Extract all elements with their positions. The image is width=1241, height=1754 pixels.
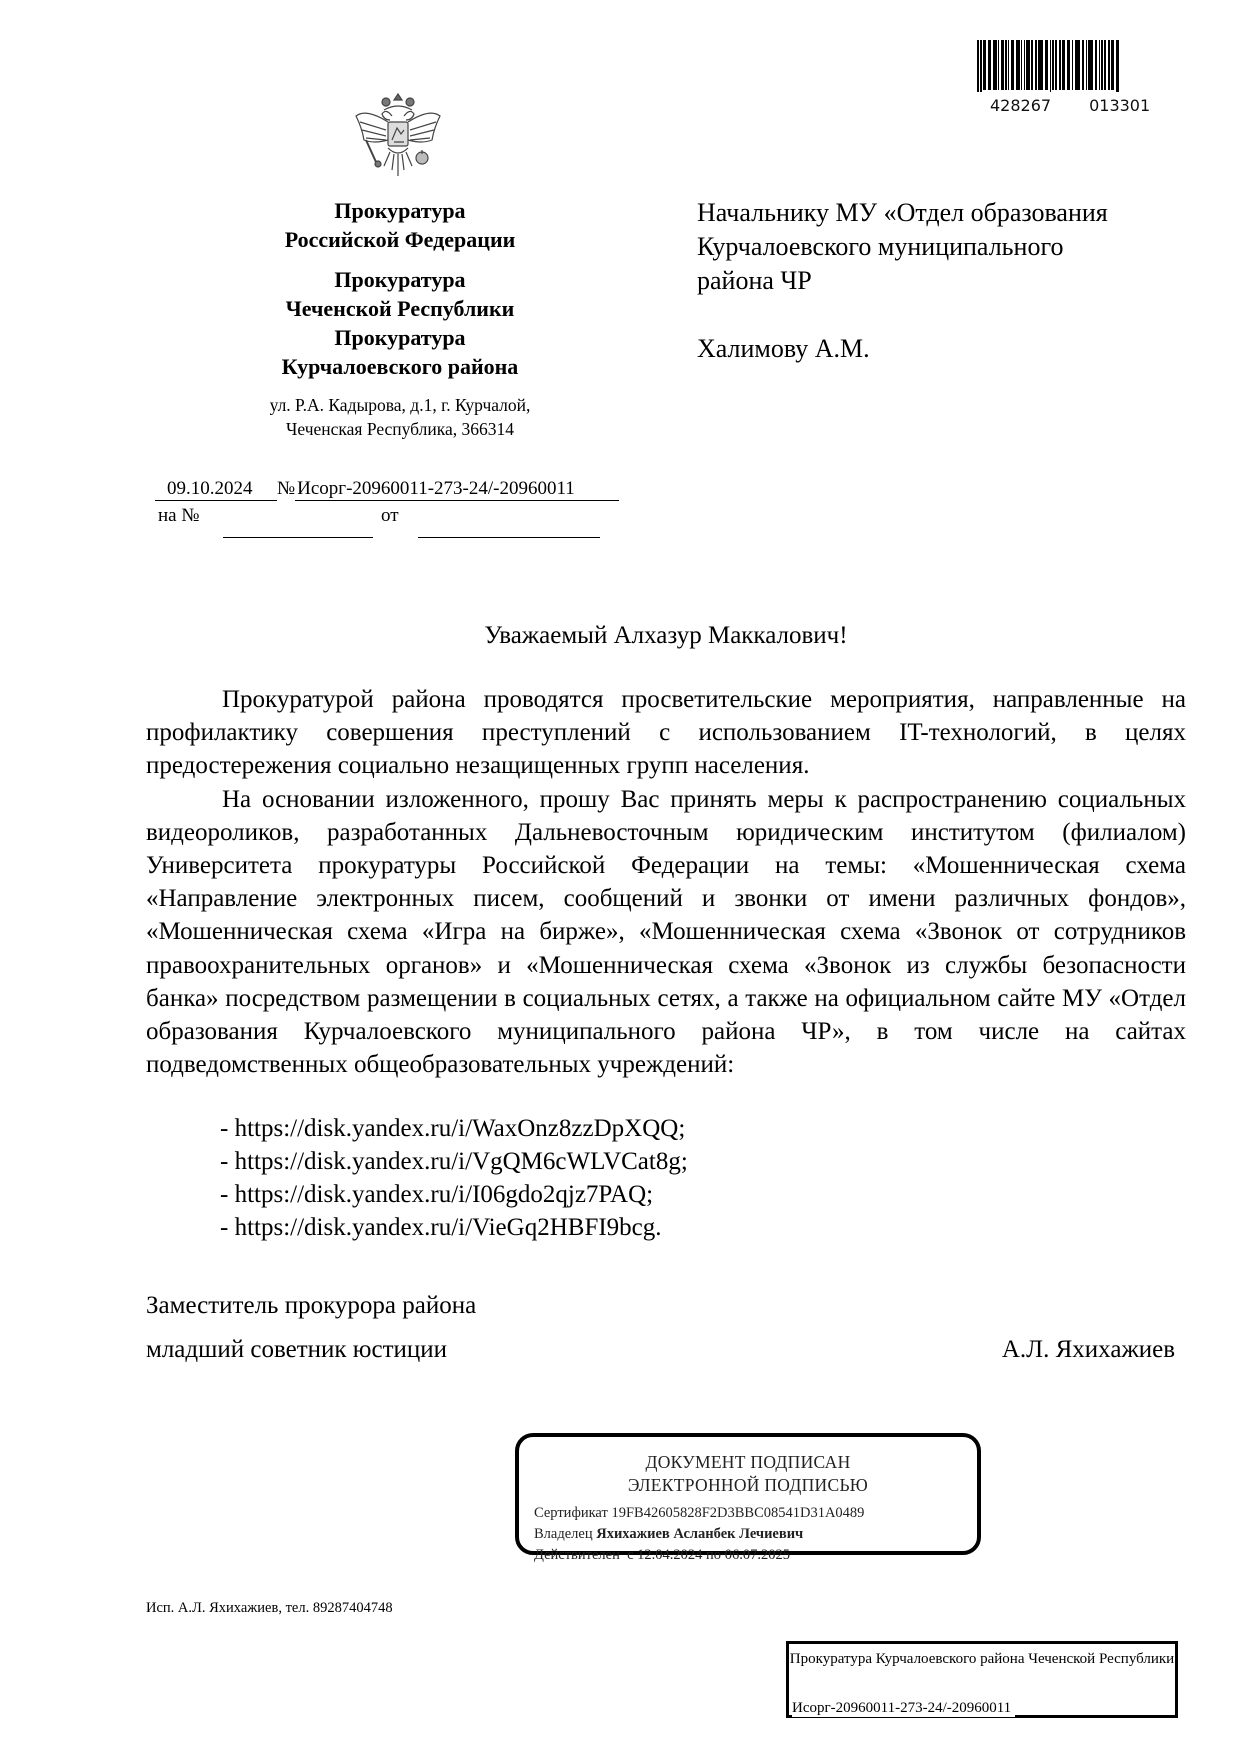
barcode-bar [988, 40, 991, 90]
body-paragraph: На основании изложенного, прошу Вас принять меры к распространению социальных видеороликов, разработанных Дальневосточным юридическим институтом (филиалом) Университета прокуратуры Российской Федерации на темы: «Мошенническая схема «Направление электронных писем, сообщений и звонки от имени различных фондов», «Мошенническая схема «Игра на бирже», «Мошенническая схема «Звонок от сотрудников правоохранительных органов» и «Мошенническая схема «Звонок из службы безопасности банка» посредством размещении в социальных сетях, а также на официальном сайте МУ «Отдел образования Курчалоевского муниципального района ЧР», в том числе на сайтах подведомственных общеобразовательных учреждений: [146, 785, 1186, 1079]
registration-number: Исорг-20960011-273-24/-20960011 [295, 478, 619, 501]
barcode-bar [993, 40, 997, 90]
barcode-bar [1038, 40, 1043, 90]
sender-address-line: Чеченская Республика, 366314 [285, 419, 514, 439]
sender-org-line: Прокуратура [334, 325, 466, 350]
registration-date: 09.10.2024 [155, 478, 277, 501]
addressee-block [697, 196, 1197, 366]
barcode-bar [1116, 40, 1119, 92]
esign-owner [534, 1526, 803, 1543]
addressee-name: Халимову А.М. [697, 334, 870, 363]
barcode-bar [1011, 40, 1014, 90]
registration-stamp [786, 1641, 1178, 1718]
letter-body [146, 683, 1186, 1081]
barcode-bar [1059, 40, 1061, 90]
barcode-bar [977, 40, 979, 92]
esign-valid-to-label: по [706, 1547, 722, 1563]
video-link[interactable]: - https://disk.yandex.ru/i/I06gdo2qjz7PAQ; [220, 1181, 654, 1208]
body-paragraph: Прокуратурой района проводятся просветительские мероприятия, направленные на профилактику совершения преступлений с использованием IT-технологий, в целях предостережения социально незащищенных групп населения. [146, 686, 1186, 780]
barcode-bar [1055, 40, 1057, 90]
esign-validity [534, 1547, 790, 1564]
barcode-bar [1101, 40, 1103, 90]
barcode-bar [1005, 40, 1007, 90]
video-link[interactable]: - https://disk.yandex.ru/i/VgQM6cWLVCat8g; [220, 1148, 688, 1175]
sender-org-federal [215, 196, 585, 254]
barcode-bar [983, 40, 986, 90]
barcode-digits [990, 96, 1190, 115]
barcode-bar [1075, 40, 1080, 90]
registration-stamp-number: Исорг-20960011-273-24/-20960011 [792, 1700, 1015, 1717]
esign-owner-value: Яхихажиев Асланбек Лечиевич [596, 1526, 804, 1542]
barcode-bar [1072, 40, 1073, 90]
addressee-line: Начальнику МУ «Отдел образования [697, 198, 1108, 227]
addressee-line: Курчалоевского муниципального [697, 232, 1064, 261]
registration-number-label: № [277, 478, 296, 499]
esign-certificate-label: Сертификат [534, 1505, 608, 1521]
sender-address [215, 393, 585, 441]
barcode-bar [1088, 40, 1093, 90]
barcode-bar [980, 40, 982, 92]
sender-org-regional [215, 265, 585, 381]
reference-number-label: на № [158, 505, 200, 526]
barcode-bar [1082, 40, 1084, 90]
barcode-bar [1026, 40, 1030, 90]
barcode-bar [1001, 40, 1004, 90]
esign-certificate [534, 1505, 864, 1522]
barcode-bar [1045, 40, 1048, 90]
executor-contact: Исп. А.Л. Яхихажиев, тел. 89287404748 [146, 1600, 393, 1616]
barcode-bar [1008, 40, 1009, 90]
sender-org-line: Российской Федерации [284, 227, 516, 252]
barcode-digits-right: 013301 [1089, 96, 1151, 115]
barcode-icon [975, 40, 1185, 92]
coat-of-arms-icon [348, 88, 448, 184]
barcode-bar [1024, 40, 1025, 90]
salutation: Уважаемый Алхазур Маккалович! [484, 622, 848, 649]
barcode-bar [1095, 40, 1097, 90]
esign-valid-label: Действителен с [534, 1547, 634, 1563]
barcode-bar [1035, 40, 1037, 90]
esign-header-line: ДОКУМЕНТ ПОДПИСАН [645, 1452, 851, 1472]
barcode-bar [1099, 40, 1100, 90]
esign-certificate-value: 19FB42605828F2D3BBC08541D31A0489 [611, 1505, 865, 1521]
reference-number-blank [223, 537, 373, 538]
video-link[interactable]: - https://disk.yandex.ru/i/VieGq2HBFI9bcg. [220, 1214, 662, 1241]
barcode-bar [1031, 40, 1033, 90]
barcode-bar [998, 40, 999, 90]
barcode-digits-left: 428267 [990, 96, 1052, 115]
barcode-bar [1086, 40, 1087, 90]
sender-address-line: ул. Р.А. Кадырова, д.1, г. Курчалой, [269, 395, 531, 415]
sender-org-line: Прокуратура [334, 198, 466, 223]
registration-stamp-org: Прокуратура Курчалоевского района Чеченской Республики [789, 1651, 1175, 1667]
addressee-line: района ЧР [697, 266, 812, 295]
signatory-rank: младший советник юстиции [146, 1336, 448, 1363]
barcode-bar [1108, 40, 1110, 90]
barcode-bar [1067, 40, 1070, 90]
signatory-name: А.Л. Яхихажиев [1001, 1336, 1175, 1363]
barcode-bar [1016, 40, 1020, 90]
barcode-bar [1052, 40, 1054, 90]
esign-header-line: ЭЛЕКТРОННОЙ ПОДПИСЬЮ [627, 1475, 869, 1495]
barcode-bar [1104, 40, 1106, 90]
esign-valid-to: 06.07.2025 [724, 1547, 790, 1563]
sender-org-line: Курчалоевского района [281, 354, 519, 379]
esign-owner-label: Владелец [534, 1526, 593, 1542]
esign-header [519, 1451, 977, 1497]
barcode-bar [1021, 40, 1022, 90]
barcode-bar [1062, 40, 1065, 90]
reference-line [158, 505, 399, 527]
esign-valid-from: 12.04.2024 [637, 1547, 703, 1563]
reference-date-blank [418, 537, 600, 538]
sender-org-line: Чеченской Республики [285, 296, 515, 321]
registration-line [155, 478, 619, 501]
video-links-list [220, 1112, 688, 1244]
barcode-bar [1111, 40, 1114, 90]
signatory-title: Заместитель прокурора района [146, 1292, 477, 1319]
sender-org-line: Прокуратура [334, 267, 466, 292]
video-link[interactable]: - https://disk.yandex.ru/i/WaxOnz8zzDpXQQ; [220, 1115, 686, 1142]
reference-from-label: от [380, 505, 399, 526]
barcode-bar [1050, 40, 1051, 92]
electronic-signature-stamp [515, 1433, 981, 1563]
